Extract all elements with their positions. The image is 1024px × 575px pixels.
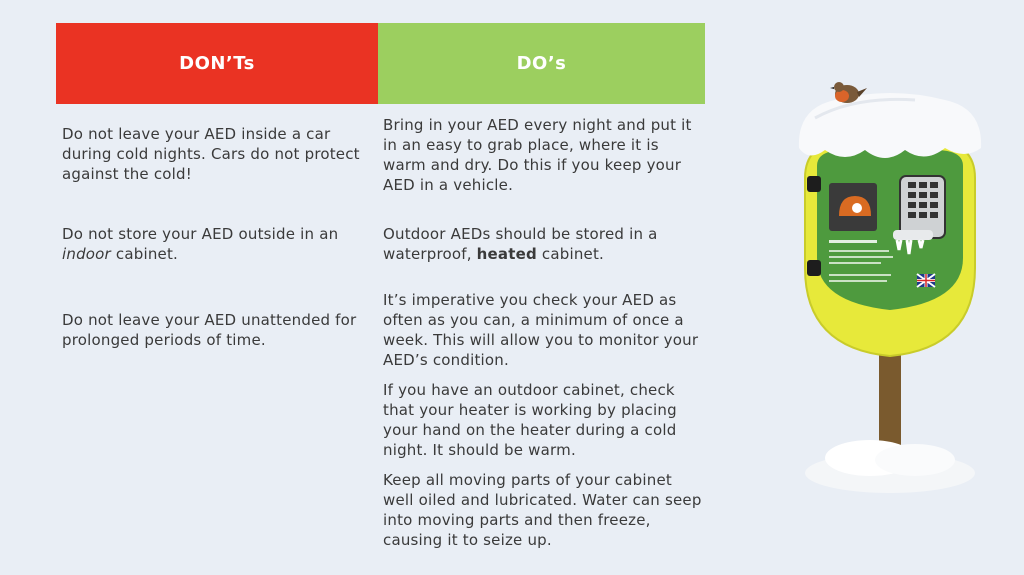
snow-pile-icon: [805, 440, 975, 493]
do-item-text: It’s imperative you check your AED as often as you can, a minimum of once a week. This will allow you to monitor your AED’s condition.: [383, 291, 699, 369]
do-item-5: [383, 470, 705, 550]
do-item-text: [383, 224, 705, 264]
do-item-3: [383, 290, 705, 370]
dont-item-text-part: cabinet.: [110, 245, 179, 263]
donts-header: [56, 23, 378, 104]
dont-item-1: [62, 124, 372, 184]
dont-item-3: [62, 310, 372, 350]
do-item-text: If you have an outdoor cabinet, check that your heater is working by placing your hand on the heater during a cold night. It should be warm.: [383, 381, 677, 459]
hinge-bottom: [807, 260, 821, 276]
keypad-icon: [900, 176, 945, 238]
do-item-text-part: Outdoor AEDs should be stored in a waterproof,: [383, 225, 658, 263]
do-item-4: [383, 380, 705, 460]
dont-item-2: [62, 224, 372, 264]
dos-header-label: DO’s: [516, 53, 567, 74]
dont-item-text: [62, 224, 372, 264]
do-item-1: [383, 115, 705, 195]
do-item-text: Bring in your AED every night and put it in an easy to grab place, where it is warm and dry. Do this if you keep your AED in a vehicle.: [383, 116, 692, 194]
flag-icon: [917, 274, 935, 287]
do-item-text: Keep all moving parts of your cabinet well oiled and lubricated. Water can seep into moving parts and then freeze, causing it to seize up.: [383, 471, 702, 549]
dont-item-emphasis: indoor: [62, 245, 111, 263]
do-item-emphasis: heated: [476, 245, 537, 263]
dont-item-text: Do not leave your AED unattended for prolonged periods of time.: [62, 311, 357, 349]
aed-cabinet-illustration: [795, 78, 985, 498]
do-item-2: [383, 224, 705, 264]
dont-item-text-part: Do not store your AED outside in an: [62, 225, 339, 243]
hinge-top: [807, 176, 821, 192]
cabinet-handle: [893, 230, 933, 240]
do-item-text-part: cabinet.: [536, 245, 605, 263]
donts-header-label: DON’Ts: [179, 53, 255, 74]
dont-item-text: Do not leave your AED inside a car during cold nights. Cars do not protect against the cold!: [62, 125, 360, 183]
dos-header: [378, 23, 705, 104]
snow-cap: [799, 93, 981, 158]
